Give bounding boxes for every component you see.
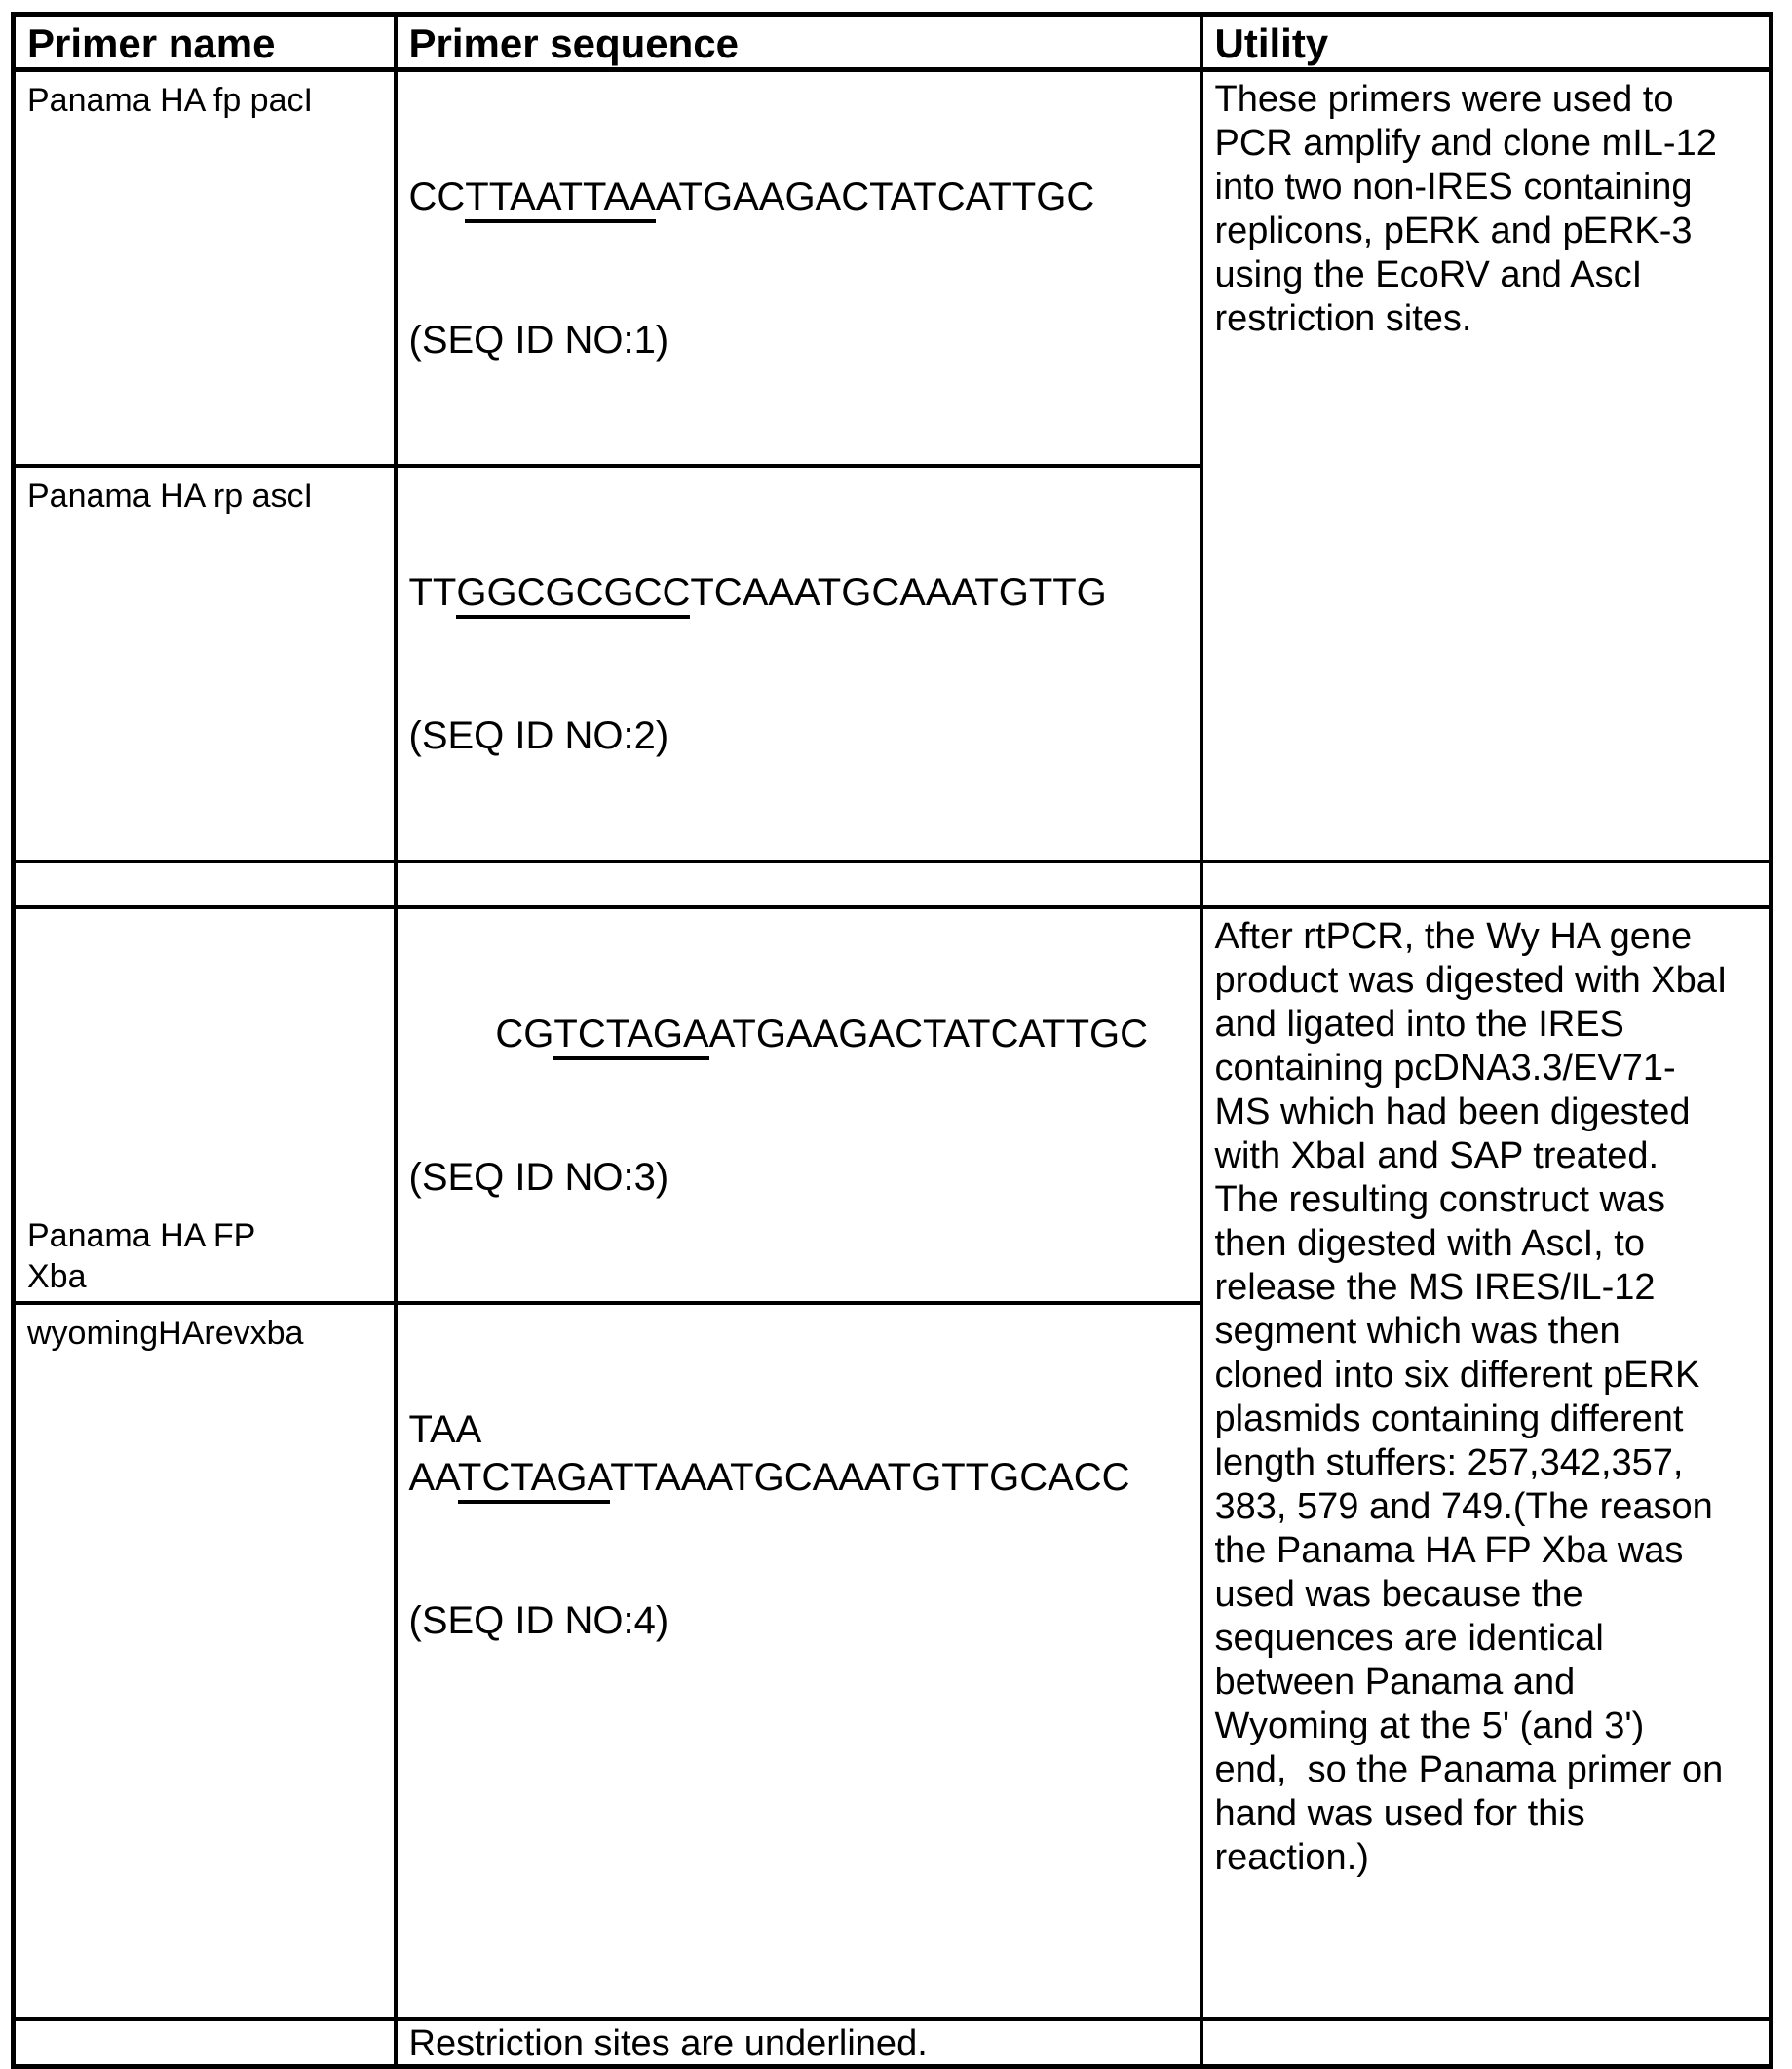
primer-name-cell: Panama HA FP Xba: [14, 907, 396, 1303]
spacer-row: [14, 862, 1772, 907]
primer-sequence-cell: [396, 1303, 1201, 2019]
seq-id-label: (SEQ ID NO:4): [408, 1599, 669, 1642]
col-header-primer-name: Primer name: [14, 15, 396, 70]
sequence-text: TTGGCGCGCCTCAAATGCAAATGTTG: [409, 569, 1190, 617]
col-header-primer-sequence: Primer sequence: [396, 15, 1201, 70]
empty-cell: [14, 862, 396, 907]
empty-cell: [1201, 2019, 1772, 2067]
utility-cell: After rtPCR, the Wy HA gene product was digested with XbaI and ligated into the IRES containing pcDNA3.3/EV71- MS which had been digested with XbaI and SAP treated. The resulting construct was then digested with AscI, to release the MS IRES/IL-12 segment which was then cloned into six different pERK plasmids containing different length stuffers: 257,342,357, 383, 579 and 749.(The reason the Panama HA FP Xba was used was because the sequences are identical between Panama and Wyoming at the 5' (and 3') end, so the Panama primer on hand was used for this reaction.): [1201, 907, 1772, 2019]
empty-cell: [14, 2019, 396, 2067]
primer-sequence-cell: [396, 70, 1201, 467]
seq-id-label: (SEQ ID NO:3): [408, 1156, 669, 1199]
seq-id-label: (SEQ ID NO:1): [408, 319, 669, 362]
sequence-text: CCTTAATTAAATGAAGACTATCATTGC: [409, 173, 1190, 221]
col-header-utility: Utility: [1201, 15, 1772, 70]
primer-table: [11, 12, 1773, 2069]
primer-name-cell: Panama HA fp pacI: [14, 70, 396, 467]
utility-cell: These primers were used to PCR amplify and clone mIL-12 into two non-IRES containing replicons, pERK and pERK-3 using the EcoRV and AscI restriction sites.: [1201, 70, 1772, 862]
sequence-text: CGTCTAGAATGAAGACTATCATTGC: [409, 1011, 1190, 1058]
header-row: [14, 15, 1772, 70]
sequence-text: TAA AATCTAGATTAAATGCAAATGTTGCACC: [409, 1406, 1190, 1502]
seq-id-label: (SEQ ID NO:2): [408, 714, 669, 757]
primer-sequence-cell: [396, 466, 1201, 862]
table-row: [14, 907, 1772, 1303]
primer-name-cell: Panama HA rp ascI: [14, 466, 396, 862]
footnote-row: [14, 2019, 1772, 2067]
primer-name-cell: wyomingHArevxba: [14, 1303, 396, 2019]
empty-cell: [1201, 862, 1772, 907]
empty-cell: [396, 862, 1201, 907]
primer-sequence-cell: [396, 907, 1201, 1303]
table-row: [14, 70, 1772, 467]
restriction-note: Restriction sites are underlined.: [396, 2019, 1201, 2067]
